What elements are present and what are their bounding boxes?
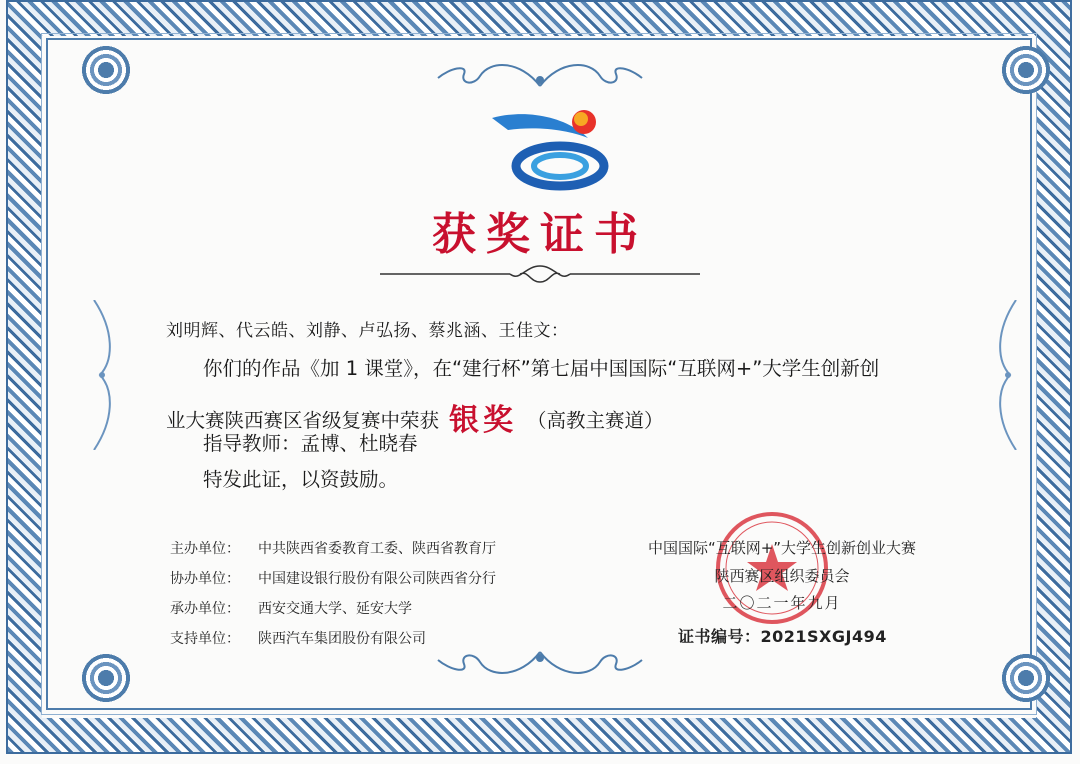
organizer-row bbox=[170, 538, 496, 558]
bottom-flourish-icon bbox=[430, 646, 650, 680]
recipients-text: 刘明辉、代云皓、刘静、卢弘扬、蔡兆涵、王佳文： bbox=[166, 321, 569, 341]
organizer-row bbox=[170, 628, 426, 648]
organizer-value: 中国建设银行股份有限公司陕西省分行 bbox=[258, 571, 496, 587]
corner-ornament-icon bbox=[1000, 44, 1052, 96]
issuer-line-1: 中国国际“互联网+”大学生创新创业大赛 bbox=[647, 539, 917, 557]
corner-ornament-icon bbox=[80, 652, 132, 704]
organizer-label: 主办单位： bbox=[170, 541, 240, 557]
organizer-row bbox=[170, 598, 412, 618]
left-flourish-icon bbox=[88, 300, 118, 450]
top-flourish-icon bbox=[430, 58, 650, 92]
certificate-number: 证书编号：2021SXGJ494 bbox=[678, 627, 887, 646]
corner-ornament-icon bbox=[1000, 652, 1052, 704]
issuer-line-2: 陕西赛区组织委员会 bbox=[714, 567, 850, 585]
body-text-before-award: 业大赛陕西赛区省级复赛中荣获 bbox=[166, 409, 440, 432]
body-text-line-1: 你们的作品《加 1 课堂》，在“建行杯”第七届中国国际“互联网+”大学生创新创 bbox=[203, 357, 880, 380]
closing-text: 特发此证，以资鼓励。 bbox=[203, 468, 399, 491]
issue-date: 二〇二一年九月 bbox=[722, 594, 842, 612]
certificate-title: 获奖证书 bbox=[432, 209, 648, 260]
award-track: （高教主赛道） bbox=[527, 409, 664, 432]
organizer-value: 陕西汽车集团股份有限公司 bbox=[258, 631, 426, 647]
organizer-value: 中共陕西省委教育工委、陕西省教育厅 bbox=[258, 541, 496, 557]
organizer-row bbox=[170, 568, 496, 588]
advisor-names: 孟博、杜晓春 bbox=[300, 432, 418, 455]
right-flourish-icon bbox=[992, 300, 1022, 450]
title-underline-icon bbox=[380, 262, 700, 286]
award-level: 银奖 bbox=[449, 403, 518, 438]
advisor-line bbox=[203, 428, 418, 456]
competition-logo bbox=[488, 108, 618, 192]
organizer-label: 承办单位： bbox=[170, 601, 240, 617]
corner-ornament-icon bbox=[80, 44, 132, 96]
organizer-value: 西安交通大学、延安大学 bbox=[258, 601, 412, 617]
organizer-label: 支持单位： bbox=[170, 631, 240, 647]
advisor-label: 指导教师： bbox=[203, 432, 301, 455]
organizer-label: 协办单位： bbox=[170, 571, 240, 587]
